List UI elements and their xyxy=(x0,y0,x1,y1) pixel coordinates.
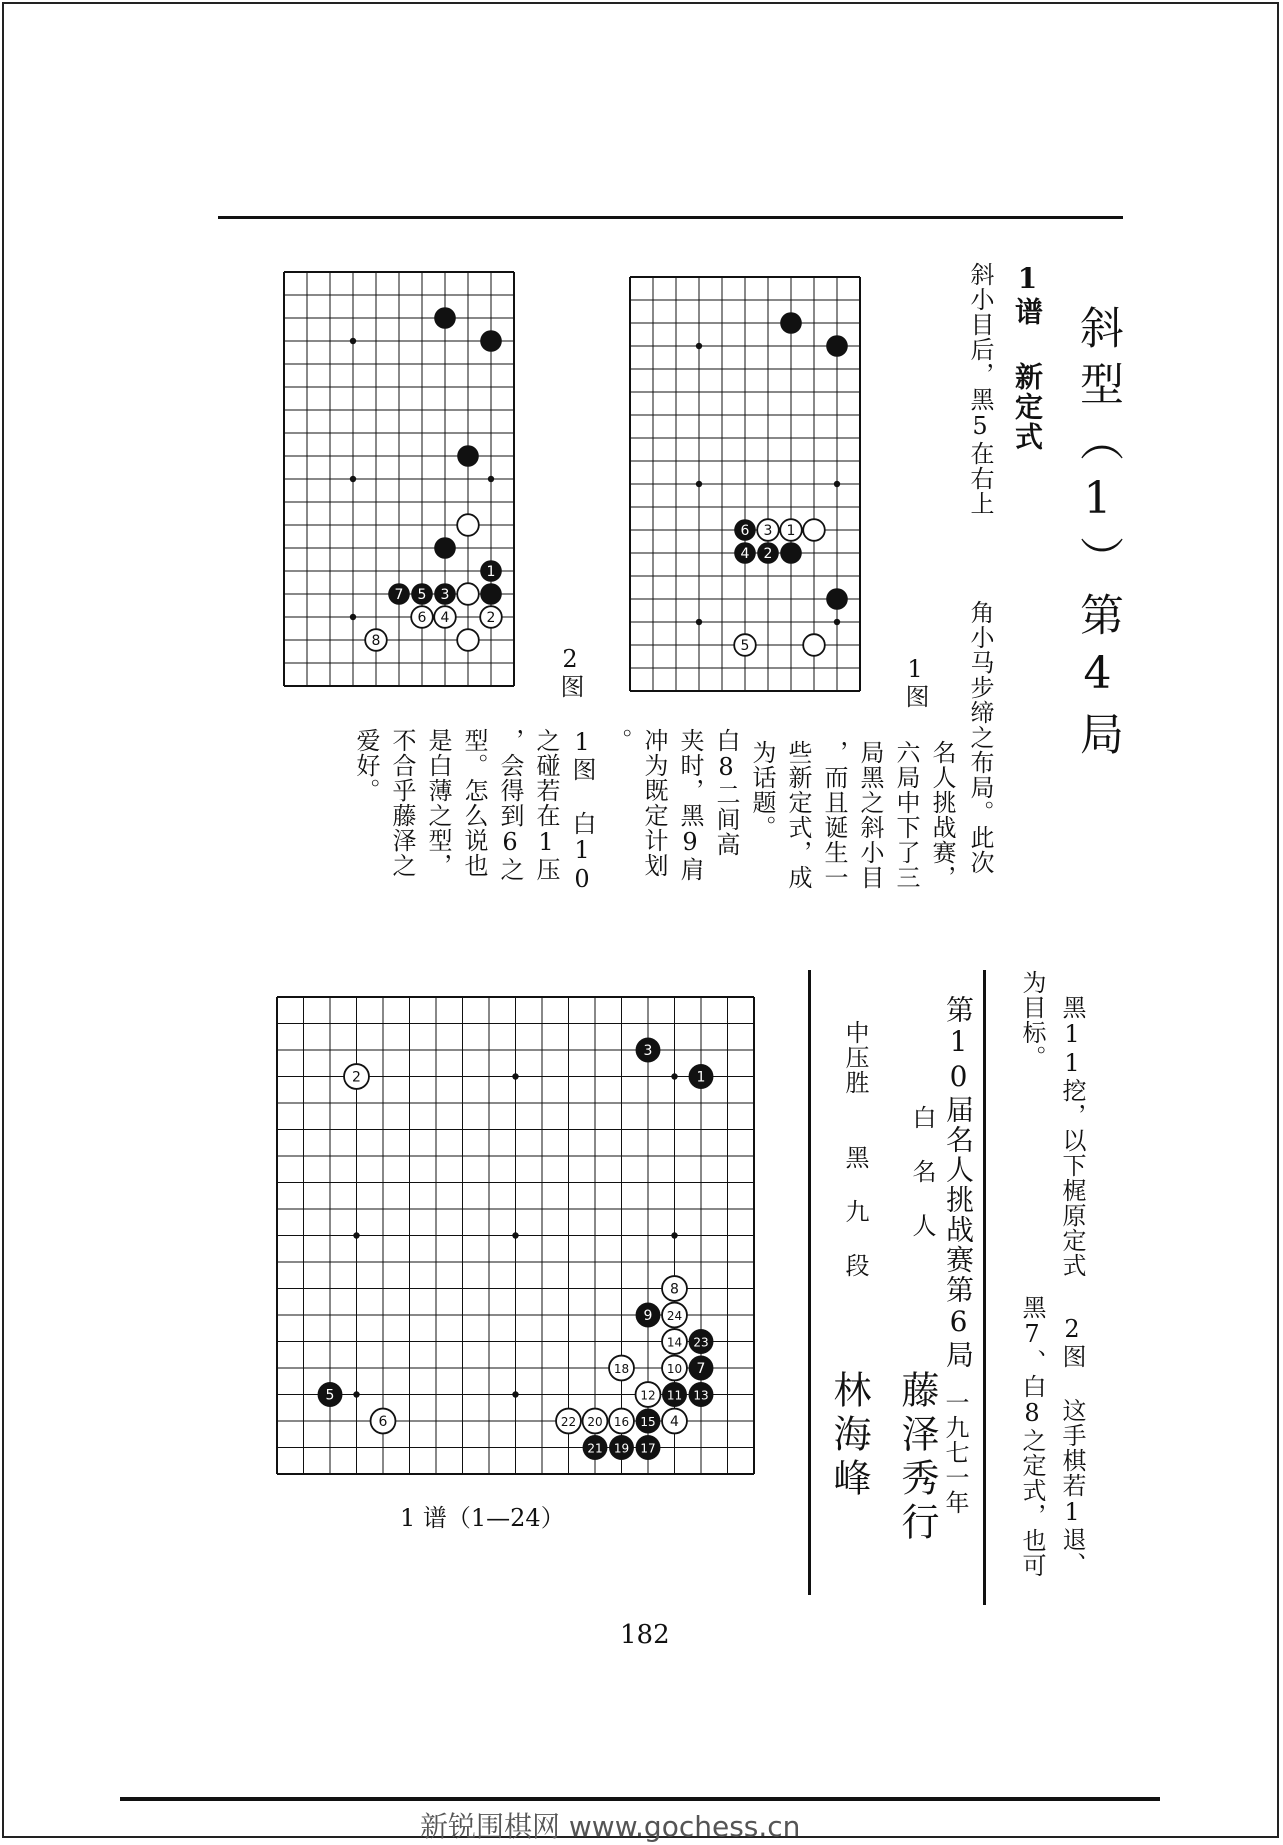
move-number: 1 xyxy=(696,1069,706,1086)
move-number: 7 xyxy=(696,1361,706,1377)
move-number: 4 xyxy=(440,610,450,626)
star-point xyxy=(512,1232,518,1238)
black-stone xyxy=(457,445,479,467)
main-board-caption: 1 谱（1—24） xyxy=(400,1504,565,1532)
move-number: 3 xyxy=(763,523,773,539)
body-column: 为话题。 xyxy=(748,740,776,840)
body-column: 爱好。 xyxy=(352,728,380,803)
lower-line-1: 黑11挖，以下梶原定式 xyxy=(1058,995,1086,1278)
body-column: ，会得到6之 xyxy=(496,728,524,882)
move-number: 3 xyxy=(643,1043,653,1059)
move-number: 2 xyxy=(763,546,773,562)
move-number: 6 xyxy=(740,523,750,539)
move-number: 18 xyxy=(613,1362,630,1376)
move-number: 8 xyxy=(670,1281,679,1298)
move-number: 17 xyxy=(640,1441,656,1456)
lower-line-2: 为目标。 xyxy=(1018,970,1046,1070)
body-column: 。 xyxy=(604,728,632,753)
chapter-title: 斜型（1）第4局 xyxy=(1072,305,1123,767)
black-stone xyxy=(434,537,456,559)
move-number: 10 xyxy=(666,1362,683,1376)
white-stone xyxy=(457,514,479,536)
move-number: 1 xyxy=(486,564,496,580)
black-stone xyxy=(780,542,802,564)
move-number: 4 xyxy=(740,546,750,562)
move-number: 16 xyxy=(613,1415,630,1429)
white-player: 藤泽秀行 xyxy=(895,1370,939,1546)
black-player: 林海峰 xyxy=(827,1370,871,1502)
black-stone xyxy=(480,583,502,605)
move-number: 15 xyxy=(640,1415,656,1429)
body-column: 1图 白10 xyxy=(568,728,596,894)
move-number: 11 xyxy=(666,1388,683,1403)
star-point xyxy=(671,1232,677,1238)
game-date: 一九七一年 xyxy=(941,1390,969,1515)
star-point xyxy=(353,1391,359,1397)
diagram-2-board xyxy=(272,260,542,710)
move-number: 23 xyxy=(693,1335,709,1350)
white-stone xyxy=(457,583,479,605)
move-number: 22 xyxy=(560,1415,577,1429)
star-point xyxy=(350,338,356,344)
grid xyxy=(284,272,514,686)
star-point xyxy=(834,619,840,625)
move-number: 5 xyxy=(325,1387,335,1404)
move-number: 4 xyxy=(670,1414,679,1430)
lower-line-4: 黑7、白8之定式，也可 xyxy=(1018,1295,1046,1578)
star-point xyxy=(512,1073,518,1079)
white-stone xyxy=(803,519,825,541)
white-label: 白 名 人 xyxy=(908,1105,936,1238)
move-number: 9 xyxy=(643,1308,653,1324)
divider-rule-1 xyxy=(983,970,986,1605)
star-point xyxy=(696,481,702,487)
star-point xyxy=(353,1232,359,1238)
black-stone xyxy=(780,312,802,334)
body-column: ，而且诞生一 xyxy=(820,740,848,890)
move-number: 2 xyxy=(352,1069,361,1086)
move-number: 21 xyxy=(587,1441,603,1456)
move-number: 6 xyxy=(417,610,427,626)
move-number: 14 xyxy=(666,1335,683,1350)
star-point xyxy=(696,619,702,625)
body-column: 些新定式，成 xyxy=(784,740,812,890)
section-subtitle: 1谱 新定式 xyxy=(1011,262,1044,452)
diagram-1-board xyxy=(618,265,888,715)
move-number: 19 xyxy=(613,1441,630,1456)
body-column: 冲为既定计划 xyxy=(640,728,668,878)
white-stone xyxy=(457,629,479,651)
body-column: 白8二间高 xyxy=(712,728,740,857)
body-column: 是白薄之型， xyxy=(424,728,452,878)
move-number: 7 xyxy=(394,587,404,603)
divider-rule-2 xyxy=(808,970,811,1595)
main-game-board xyxy=(265,985,765,1485)
body-column: 之碰若在1压 xyxy=(532,728,560,882)
black-stone xyxy=(480,330,502,352)
fig2-label: 2图 xyxy=(556,645,584,699)
watermark: 新锐围棋网 www.gochess.cn xyxy=(420,1810,801,1843)
move-number: 13 xyxy=(693,1388,709,1403)
move-number: 1 xyxy=(786,523,796,539)
body-column: 名人挑战赛， xyxy=(928,740,956,890)
star-point xyxy=(488,476,494,482)
star-point xyxy=(350,476,356,482)
black-stone xyxy=(826,588,848,610)
body-column: 夹时，黑9肩 xyxy=(676,728,704,882)
star-point xyxy=(350,614,356,620)
move-number: 5 xyxy=(740,638,750,654)
move-number: 20 xyxy=(587,1415,603,1429)
star-point xyxy=(696,343,702,349)
body-column: 型。怎么说也 xyxy=(460,728,488,878)
intro-line-1: 斜小目后，黑5在右上 xyxy=(966,262,994,516)
bottom-rule xyxy=(120,1797,1160,1801)
intro-line-2: 角小马步缔之布局。此次 xyxy=(966,600,994,875)
move-number: 3 xyxy=(440,587,450,603)
move-number: 6 xyxy=(378,1414,388,1430)
top-rule xyxy=(218,216,1123,219)
black-stone xyxy=(434,307,456,329)
star-point xyxy=(512,1391,518,1397)
black-stone xyxy=(826,335,848,357)
star-point xyxy=(671,1073,677,1079)
lower-line-3: 2图 这手棋若1退、 xyxy=(1058,1315,1086,1577)
fig1-label: 1图 xyxy=(901,655,929,709)
page-number: 182 xyxy=(620,1620,670,1650)
body-column: 六局中下了三 xyxy=(892,740,920,890)
body-column: 局黑之斜小目 xyxy=(856,740,884,890)
result-label: 中压胜 xyxy=(841,1020,869,1095)
event-title: 第10届名人挑战赛第6局 xyxy=(942,995,975,1370)
move-number: 24 xyxy=(666,1309,683,1323)
white-stone xyxy=(803,634,825,656)
move-number: 12 xyxy=(640,1388,656,1403)
move-number: 2 xyxy=(486,610,496,626)
grid xyxy=(630,277,860,691)
body-column: 不合乎藤泽之 xyxy=(388,728,416,878)
move-number: 8 xyxy=(371,633,381,649)
black-label: 黑 九 段 xyxy=(841,1145,869,1278)
move-number: 5 xyxy=(417,587,427,603)
star-point xyxy=(834,481,840,487)
